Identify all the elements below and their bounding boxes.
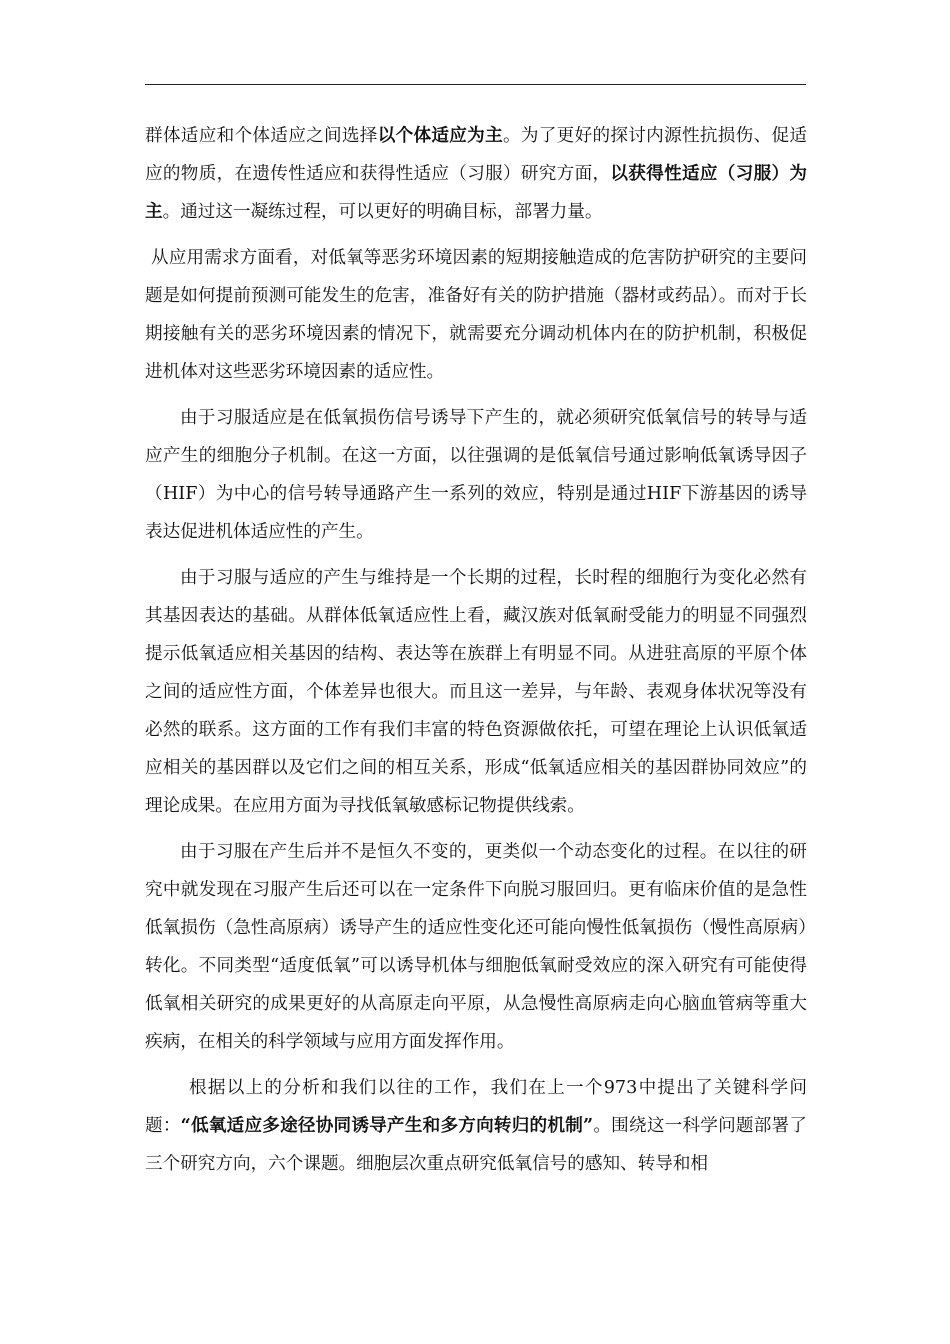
paragraph-5: 由于习服在产生后并不是恒久不变的，更类似一个动态变化的过程。在以往的研究中就发现在习服产生后还可以在一定条件下向脱习服回归。更有临床价值的是急性低氧损伤（急性高原病）诱导产生的适应性变化还可能向慢性低氧损伤（慢性高原病）转化。不同类型“适度低氧”可以诱导机体与细胞低氧耐受效应的深入研究有可能使得低氧相关研究的成果更好的从高原走向平原，从急慢性高原病走向心脑血管病等重大疾病，在相关的科学领域与应用方面发挥作用。 [145, 842, 807, 1052]
paragraph-1-text-a: 群体适应和个体适应之间选择 [145, 126, 378, 146]
paragraph-1-text-c: 。通过这一凝练过程，可以更好的明确目标，部署力量。 [162, 202, 603, 222]
paragraph-4: 由于习服与适应的产生与维持是一个长期的过程，长时程的细胞行为变化必然有其基因表达的基础。从群体低氧适应性上看，藏汉族对低氧耐受能力的明显不同强烈提示低氧适应相关基因的结构、表达等在族群上有明显不同。从进驻高原的平原个体之间的适应性方面，个体差异也很大。而且这一差异，与年龄、表观身体状况等没有必然的联系。这方面的工作有我们丰富的特色资源做依托，可望在理论上认识低氧适应相关的基因群以及它们之间的相互关系，形成“低氧适应相关的基因群协同效应”的理论成果。在应用方面为寻找低氧敏感标记物提供线索。 [145, 568, 807, 816]
paragraph-6-text-a: 根据以上的分析和我们以往的工作，我们在上一个973中提出了关键科学问题： [145, 1078, 807, 1136]
document-body [145, 117, 807, 1183]
paragraph-1-text-b: 。为了更好的探讨内源性抗损伤、促适应的物质，在遗传性适应和获得性适应（习服）研究方面， [145, 126, 807, 184]
paragraph-6 [145, 1069, 807, 1183]
header-rule [145, 84, 806, 85]
paragraph-1-bold-a: 以个体适应为主 [377, 125, 503, 146]
paragraph-1-bold-b: 以获得性适应（习服）为主 [145, 163, 807, 222]
paragraph-2: 从应用需求方面看，对低氧等恶劣环境因素的短期接触造成的危害防护研究的主要问题是如何提前预测可能发生的危害，准备好有关的防护措施（器材或药品）。而对于长期接触有关的恶劣环境因素的情况下，就需要充分调动机体内在的防护机制，积极促进机体对这些恶劣环境因素的适应性。 [145, 248, 807, 382]
paragraph-6-bold-a: “低氧适应多途径协同诱导产生和多方向转归的机制” [180, 1115, 594, 1136]
paragraph-3: 由于习服适应是在低氧损伤信号诱导下产生的，就必须研究低氧信号的转导与适应产生的细胞分子机制。在这一方面，以往强调的是低氧信号通过影响低氧诱导因子（HIF）为中心的信号转导通路产生一系列的效应，特别是通过HIF下游基因的诱导表达促进机体适应性的产生。 [145, 408, 807, 542]
paragraph-1 [145, 117, 807, 231]
paragraph-6-text-b: 。围绕这一科学问题部署了三个研究方向，六个课题。细胞层次重点研究低氧信号的感知、转导和相 [145, 1116, 807, 1174]
